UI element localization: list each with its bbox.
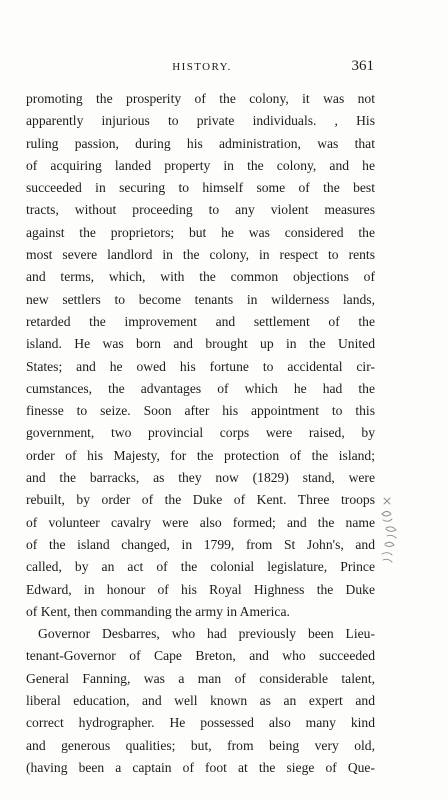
text-line: and generous qualities; but, from being very old, [26, 737, 375, 753]
handwritten-margin-mark [378, 492, 408, 568]
text-line: new settlers to become tenants in wilderness lands, [26, 291, 375, 307]
text-line: promoting the prosperity of the colony, it was not [26, 91, 375, 106]
paragraph-2 [26, 623, 375, 779]
text-line: apparently injurious to private individuals. , His [26, 113, 375, 129]
text-line: government, two provincial corps were raised, by [26, 425, 375, 441]
text-line: of Kent, then commanding the army in America. [26, 603, 290, 619]
text-line: correct hydrographer. He possessed also many kind [26, 715, 375, 731]
text-line: liberal education, and well known as an expert and [26, 693, 375, 709]
text-line: Edward, in honour of his Royal Highness the Duke [26, 581, 375, 597]
text-line: finesse to seize. Soon after his appointment to this [26, 403, 375, 419]
text-line: order of his Majesty, for the protection of the island; [26, 447, 375, 463]
text-line: of acquiring landed property in the colony, and he [26, 157, 375, 173]
text-line: against the proprietors; but he was considered the [26, 224, 375, 240]
text-line: most severe landlord in the colony, in respect to rents [26, 247, 375, 263]
text-line: cumstances, the advantages of which he had the [26, 380, 375, 396]
pencil-squiggle-icon [378, 492, 408, 568]
text-line: and the barracks, as they now (1829) stand, were [26, 470, 375, 486]
text-line: of the island changed, in 1799, from St John's, and [26, 536, 375, 552]
text-line: (having been a captain of foot at the siege of Que- [26, 759, 375, 775]
page-number: 361 [351, 58, 374, 74]
body-text [26, 88, 375, 779]
text-line: Governor Desbarres, who had previously been Lieu- [38, 626, 375, 642]
text-line: retarded the improvement and settlement of the [26, 313, 375, 329]
text-line: tenant-Governor of Cape Breton, and who succeeded [26, 648, 375, 664]
text-line: rebuilt, by order of the Duke of Kent. Three troops [26, 492, 375, 508]
text-line: succeeded in securing to himself some of the best [26, 180, 375, 196]
text-line: tracts, without proceeding to any violent measures [26, 202, 375, 218]
text-line: General Fanning, was a man of considerable talent, [26, 670, 375, 686]
paragraph-1 [26, 88, 375, 623]
text-line: States; and he owed his fortune to accidental cir- [26, 358, 375, 374]
text-line: of volunteer cavalry were also formed; and the name [26, 514, 375, 530]
text-line: ruling passion, during his administration, was that [26, 135, 375, 151]
running-title: HISTORY. [172, 61, 232, 73]
text-line: and terms, which, with the common objections of [26, 269, 375, 285]
text-line: island. He was born and brought up in the United [26, 336, 375, 352]
running-head [30, 58, 374, 78]
text-line: called, by an act of the colonial legislature, Prince [26, 559, 375, 575]
